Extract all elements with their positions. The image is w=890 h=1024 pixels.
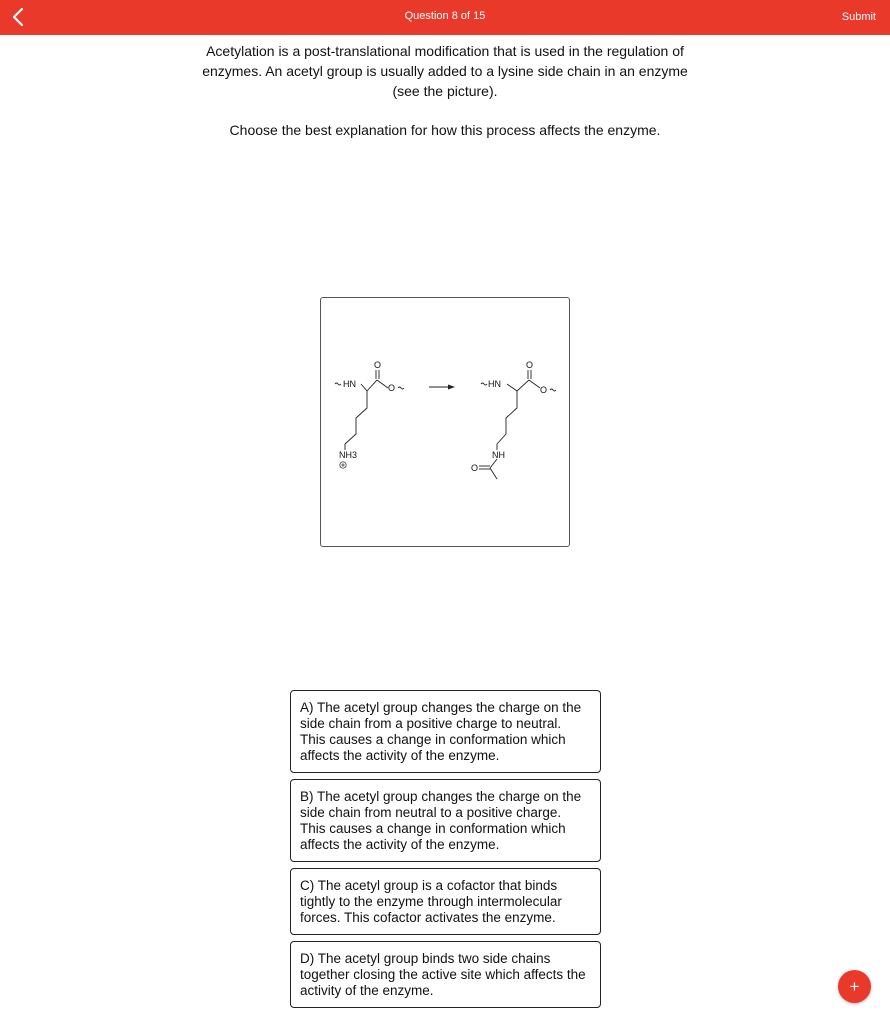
- submit-button[interactable]: Submit: [841, 11, 876, 23]
- top-bar: [0, 0, 890, 35]
- left-carbonyl-oxygen: O: [374, 360, 382, 370]
- right-amide-n: HN: [488, 379, 501, 389]
- reaction-arrow-icon: [429, 385, 455, 390]
- plus-icon: +: [849, 977, 860, 996]
- add-button[interactable]: [838, 970, 871, 1003]
- answer-option-d[interactable]: D) The acetyl group binds two side chains together closing the active site which affects the activity of the enzyme.: [290, 941, 601, 1008]
- left-chain-oxygen: O: [388, 383, 396, 393]
- right-carbonyl-oxygen: O: [526, 360, 534, 370]
- acetylation-figure: [320, 297, 570, 547]
- acetyl-oxygen: O: [471, 463, 479, 473]
- question-prompt: Acetylation is a post-translational modification that is used in the regulation of enzymes. An acetyl group is usually added to a lysine side chain in an enzyme (see the picture).: [202, 43, 688, 99]
- left-amide-n: HN: [343, 379, 356, 389]
- reaction-diagram: [321, 298, 569, 546]
- left-amine: NH3: [339, 450, 358, 460]
- question-counter: Question 8 of 15: [404, 10, 486, 22]
- right-chain-oxygen: O: [540, 385, 548, 395]
- right-amide-nh: NH: [492, 450, 505, 460]
- answer-option-a[interactable]: A) The acetyl group changes the charge on the side chain from a positive charge to neutral. This causes a change in conformation which affects the activity of the enzyme.: [290, 690, 601, 773]
- answer-option-c[interactable]: C) The acetyl group is a cofactor that binds tightly to the enzyme through intermolecular forces. This cofactor activates the enzyme.: [290, 868, 601, 935]
- answer-option-b[interactable]: B) The acetyl group changes the charge on the side chain from neutral to a positive charge. This causes a change in conformation which affects the activity of the enzyme.: [290, 779, 601, 862]
- question-instruction: Choose the best explanation for how this process affects the enzyme.: [229, 122, 661, 138]
